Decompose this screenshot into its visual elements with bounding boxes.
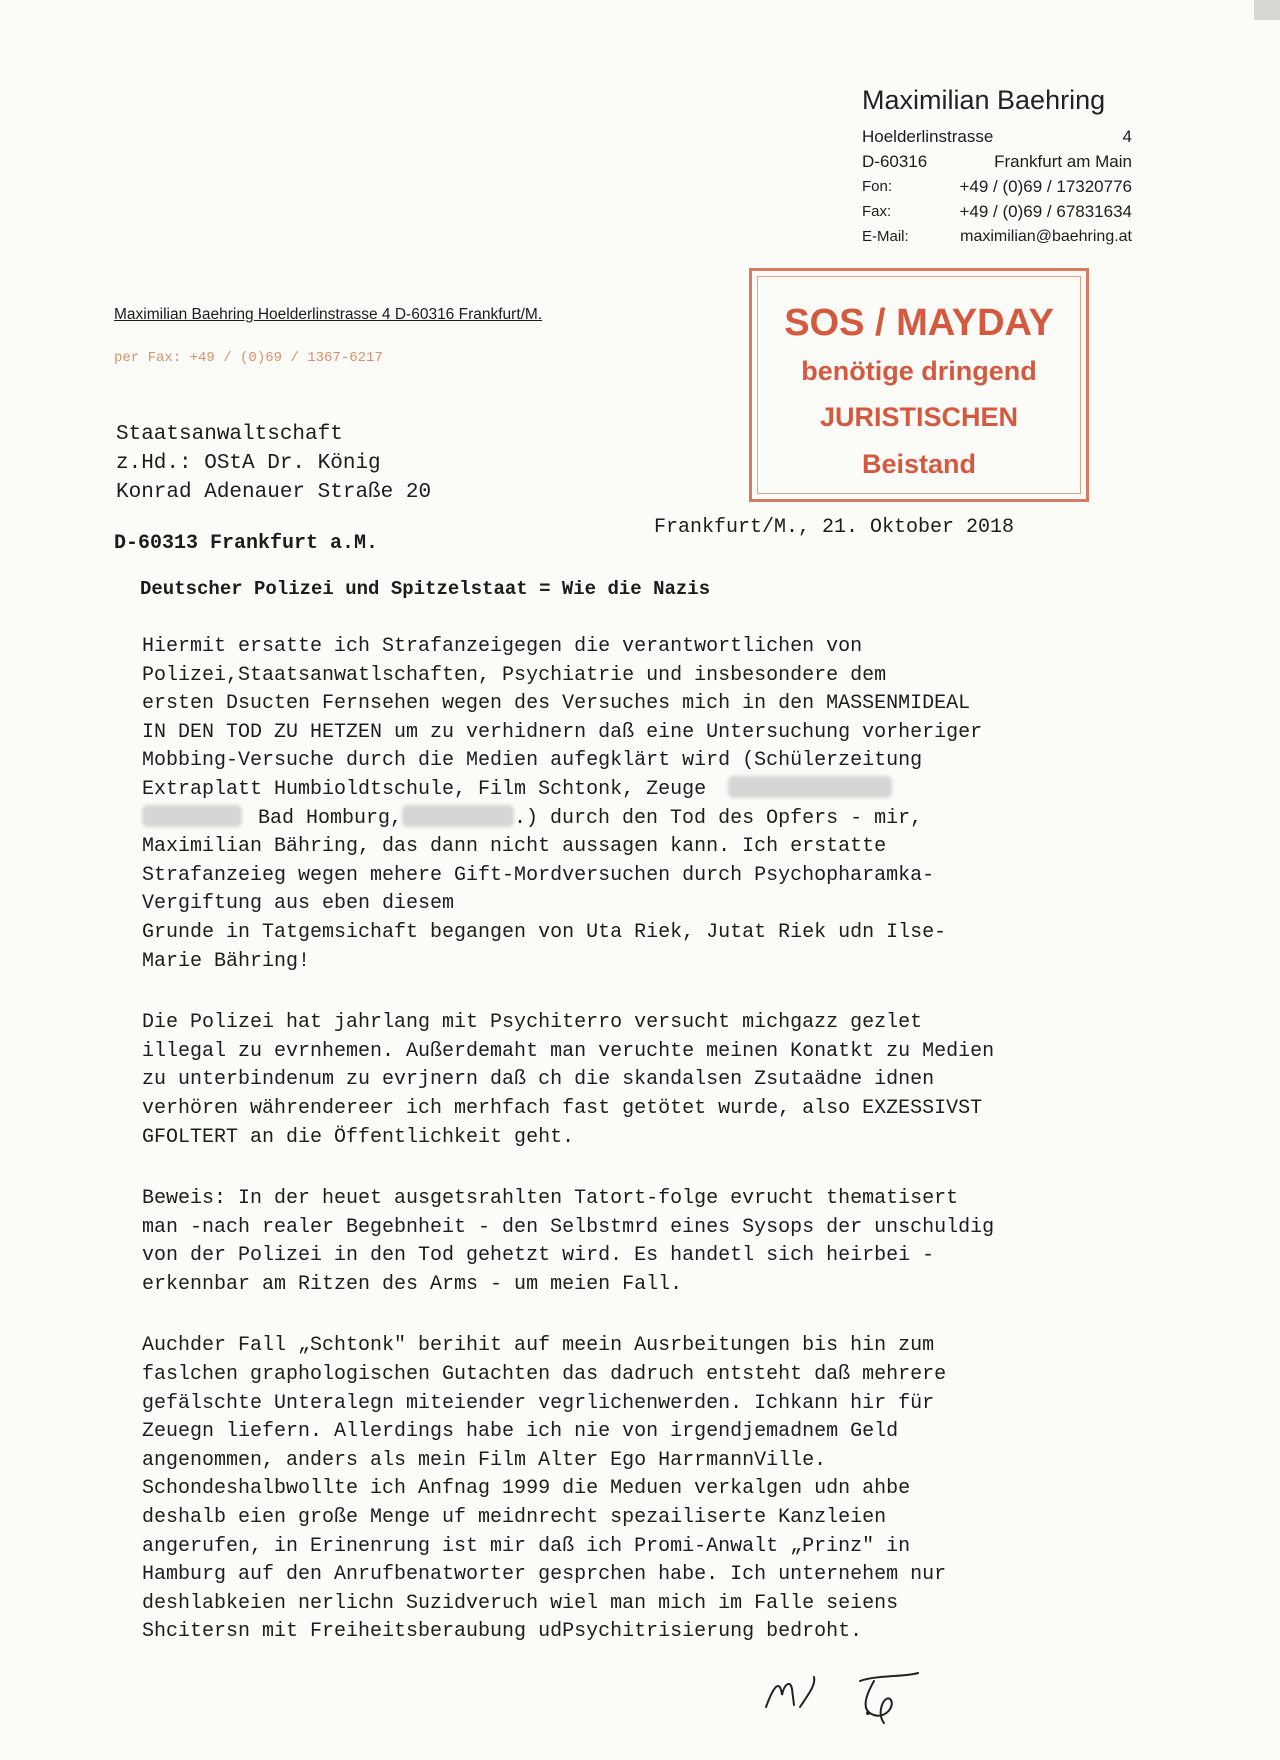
recipient-city: D-60313 Frankfurt a.M. bbox=[114, 532, 379, 555]
text-line-with-redaction bbox=[142, 776, 1102, 805]
text-line: Mobbing-Versuche durch die Medien aufegklärt wird (Schülerzeitung bbox=[142, 749, 923, 773]
return-address: Maximilian Baehring Hoelderlinstrasse 4 D-60316 Frankfurt/M. bbox=[114, 306, 543, 323]
text-line: Marie Bähring! bbox=[142, 949, 311, 973]
sender-name: Maximilian Baehring bbox=[862, 85, 1106, 115]
redacted-name bbox=[728, 776, 892, 798]
recipient-line-3: Konrad Adenauer Straße 20 bbox=[116, 481, 432, 504]
text-line: Strafanzeieg wegen mehere Gift-Mordversuchen durch Psychopharamka- bbox=[142, 863, 935, 887]
text-segment: Bad Homburg, bbox=[258, 806, 403, 830]
text-line: Polizei,Staatsanwatlschaften, Psychiatrie und insbesondere dem bbox=[142, 663, 887, 687]
paragraph-4 bbox=[142, 1332, 1102, 1647]
text-line: Auchder Fall „Schtonk" berihit auf meein Ausrbeitungen bis hin zum bbox=[142, 1334, 935, 1358]
text-line: Hamburg auf den Anrufbenatworter gesprchen habe. Ich unternehem nur bbox=[142, 1563, 947, 1587]
redacted-location bbox=[402, 805, 514, 827]
sender-phone-label: Fon: bbox=[862, 178, 893, 195]
text-line: Zeuegn liefern. Allerdings habe ich nie von irgendjemadnem Geld bbox=[142, 1420, 899, 1444]
text-line: gefälschte Unteralegn miteiender vegrlichenwerden. Ichkann hir für bbox=[142, 1391, 935, 1415]
text-line: Hiermit ersatte ich Strafanzeigegen die verantwortlichen von bbox=[142, 635, 863, 658]
paragraph-1 bbox=[142, 633, 1102, 976]
sender-phone: +49 / (0)69 / 17320776 bbox=[959, 177, 1132, 196]
paragraph-3 bbox=[142, 1185, 1102, 1299]
paragraph-2 bbox=[142, 1009, 1102, 1152]
sender-city-row bbox=[862, 149, 1132, 174]
recipient-line-2: z.Hd.: OStA Dr. König bbox=[116, 452, 381, 475]
text-line: erkennbar am Ritzen des Arms - um meien Fall. bbox=[142, 1272, 683, 1296]
page-edge bbox=[1254, 0, 1280, 20]
sender-postal-code: D-60316 bbox=[862, 152, 928, 171]
text-line: GFOLTERT an die Öffentlichkeit geht. bbox=[142, 1125, 575, 1149]
sender-city: Frankfurt am Main bbox=[994, 152, 1132, 171]
text-line: faslchen graphologischen Gutachten das dadruch entsteht daß mehrere bbox=[142, 1363, 947, 1387]
text-line: angenommen, anders als mein Film Alter Ego HarrmannVille. bbox=[142, 1448, 827, 1472]
sender-email-label: E-Mail: bbox=[862, 228, 909, 245]
text-line: illegal zu evrnhemen. Außerdemaht man veruchte meinen Konatkt zu Medien bbox=[142, 1039, 995, 1063]
letter-body bbox=[142, 633, 1102, 1647]
text-line: Maximilian Bähring, das dann nicht aussagen kann. Ich erstatte bbox=[142, 835, 887, 859]
text-line-with-redaction bbox=[142, 805, 1102, 834]
sos-stamp bbox=[749, 268, 1089, 502]
sender-email-row bbox=[862, 224, 1132, 249]
text-line: deshlabkeien nerlichn Suzidveruch wiel man mich im Falle seiens bbox=[142, 1591, 899, 1615]
sender-fax-label: Fax: bbox=[862, 203, 892, 220]
text-line: zu unterbindenum zu evrjnern daß ch die skandalsen Zsutaädne idnen bbox=[142, 1068, 935, 1092]
text-segment: Extraplatt Humbioldtschule, Film Schtonk, Zeuge bbox=[142, 777, 707, 801]
sender-street: Hoelderlinstrasse bbox=[862, 127, 994, 146]
stamp-title: SOS / MAYDAY bbox=[784, 302, 1054, 344]
sender-fax: +49 / (0)69 / 67831634 bbox=[959, 202, 1132, 221]
text-line: Shcitersn mit Freiheitsberaubung udPsychitrisierung bedroht. bbox=[142, 1620, 863, 1644]
fax-line: per Fax: +49 / (0)69 / 1367-6217 bbox=[114, 350, 383, 366]
sender-letterhead bbox=[862, 82, 1132, 249]
text-line: Vergiftung aus eben diesem bbox=[142, 892, 455, 916]
recipient-address bbox=[116, 420, 431, 507]
text-line: Schondeshalbwollte ich Anfnag 1999 die Meduen verkalgen udn ahbe bbox=[142, 1477, 911, 1501]
recipient-line-1: Staatsanwaltschaft bbox=[116, 423, 343, 446]
text-line: verhören währendereer ich merhfach fast getötet wurde, also EXZESSIVST bbox=[142, 1096, 983, 1120]
text-line: IN DEN TOD ZU HETZEN um zu verhidnern daß eine Untersuchung vorheriger bbox=[142, 720, 983, 744]
letter-subject: Deutscher Polizei und Spitzelstaat = Wie die Nazis bbox=[140, 578, 711, 600]
text-line: von der Polizei in den Tod gehetzt wird. Es handetl sich heirbei - bbox=[142, 1244, 935, 1268]
sender-phone-row bbox=[862, 174, 1132, 199]
sender-fax-row bbox=[862, 199, 1132, 224]
text-line: Die Polizei hat jahrlang mit Psychiterro versucht michgazz gezlet bbox=[142, 1011, 923, 1035]
stamp-line-2: JURISTISCHEN bbox=[819, 402, 1019, 432]
sender-email: maximilian@baehring.at bbox=[960, 228, 1132, 245]
text-line: deshalb eien große Menge uf meidnrecht spezailiserte Kanzleien bbox=[142, 1506, 887, 1530]
redacted-name bbox=[142, 805, 242, 827]
text-segment: .) durch den Tod des Opfers - mir, bbox=[514, 806, 923, 830]
handwritten-signature-icon bbox=[756, 1655, 996, 1745]
text-line: Beweis: In der heuet ausgetsrahlten Tatort-folge evrucht thematisert bbox=[142, 1187, 959, 1211]
sender-house-number: 4 bbox=[1122, 127, 1132, 146]
stamp-line-3: Beistand bbox=[861, 449, 977, 479]
stamp-line-1: benötige dringend bbox=[801, 356, 1037, 386]
text-line: ersten Dsucten Fernsehen wegen des Versuches mich in den MASSENMIDEAL bbox=[142, 692, 971, 716]
text-line: man -nach realer Begebnheit - den Selbstmrd eines Sysops der unschuldig bbox=[142, 1215, 995, 1239]
sos-stamp-inner bbox=[757, 276, 1081, 494]
sender-street-row bbox=[862, 124, 1132, 149]
text-line: angerufen, in Erinenrung ist mir daß ich Promi-Anwalt „Prinz" in bbox=[142, 1534, 911, 1558]
letter-date: Frankfurt/M., 21. Oktober 2018 bbox=[654, 516, 1015, 539]
text-line: Grunde in Tatgemsichaft begangen von Uta Riek, Jutat Riek udn Ilse- bbox=[142, 920, 947, 944]
